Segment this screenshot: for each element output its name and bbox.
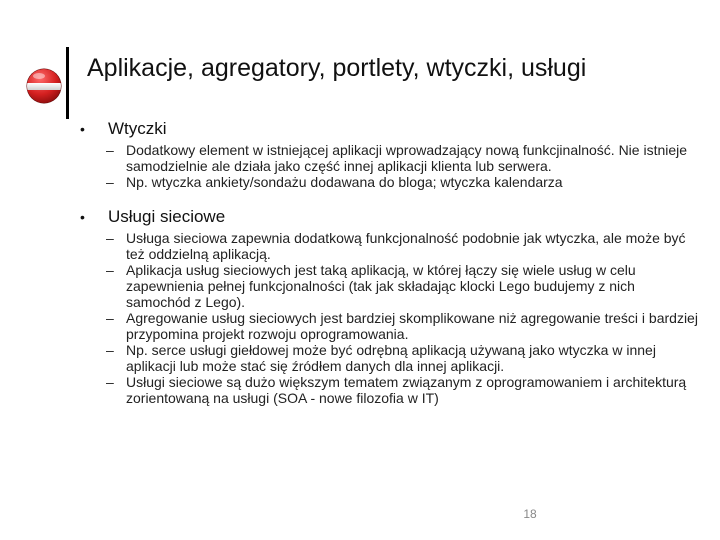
- red-white-ball-icon: [25, 67, 63, 105]
- sub-bullet-dash: –: [106, 174, 114, 190]
- sub-bullet-text: Aplikacja usług sieciowych jest taką aplikacją, w której łączy się wiele usług w celu zapewnienia pełnej funkcjonalności (tak jak składając klocki Lego budujemy z nich samochód z Lego).: [126, 262, 636, 310]
- sub-bullet-dash: –: [106, 230, 114, 246]
- sub-bullet-text: Usługi sieciowe są dużo większym tematem związanym z oprogramowaniem i architekturą zorientowaną na usługi (SOA - nowe filozofia w IT): [126, 374, 687, 406]
- sub-bullet-dash: –: [106, 342, 114, 358]
- bullet-item: [78, 118, 703, 140]
- sub-bullet-item: [78, 142, 703, 174]
- sub-bullet-list: [78, 142, 703, 190]
- bullet-group-uslugi-sieciowe: [78, 206, 703, 406]
- sub-bullet-text: Usługa sieciowa zapewnia dodatkową funkcjonalność podobnie jak wtyczka, ale może być też oddzielną aplikacją.: [126, 230, 686, 262]
- slide-content: [78, 118, 703, 406]
- bullet-item: [78, 206, 703, 228]
- sub-bullet-item: [78, 374, 703, 406]
- sub-bullet-item: [78, 310, 703, 342]
- bullet-dot: •: [80, 209, 85, 225]
- sub-bullet-list: [78, 230, 703, 406]
- sub-bullet-dash: –: [106, 374, 114, 390]
- sub-bullet-text: Dodatkowy element w istniejącej aplikacji wprowadzający nową funkcjinalność. Nie istnieje samodzielnie ale działa jako część innej aplikacji klienta lub serwera.: [126, 142, 688, 174]
- page-number: 18: [523, 507, 537, 521]
- sub-bullet-text: Np. wtyczka ankiety/sondażu dodawana do bloga; wtyczka kalendarza: [126, 174, 563, 190]
- sub-bullet-item: [78, 230, 703, 262]
- bullet-dot: •: [80, 121, 85, 137]
- sub-bullet-dash: –: [106, 262, 114, 278]
- sub-bullet-dash: –: [106, 310, 114, 326]
- sub-bullet-item: [78, 174, 703, 190]
- sub-bullet-item: [78, 262, 703, 310]
- sub-bullet-item: [78, 342, 703, 374]
- sub-bullet-text: Agregowanie usług sieciowych jest bardziej skomplikowane niż agregowanie treści i bardziej przypomina projekt rozwoju oprogramowania.: [126, 310, 698, 342]
- bullet-group-wtyczki: [78, 118, 703, 190]
- sub-bullet-dash: –: [106, 142, 114, 158]
- bullet-text: Wtyczki: [108, 119, 167, 138]
- slide-title: Aplikacje, agregatory, portlety, wtyczki, usługi: [87, 54, 587, 82]
- sub-bullet-text: Np. serce usługi giełdowej może być odrębną aplikacją używaną jako wtyczka w innej aplikacji lub może stać się źródłem danych dla innej aplikacji.: [126, 342, 656, 374]
- title-divider: [66, 47, 69, 119]
- bullet-text: Usługi sieciowe: [108, 207, 226, 226]
